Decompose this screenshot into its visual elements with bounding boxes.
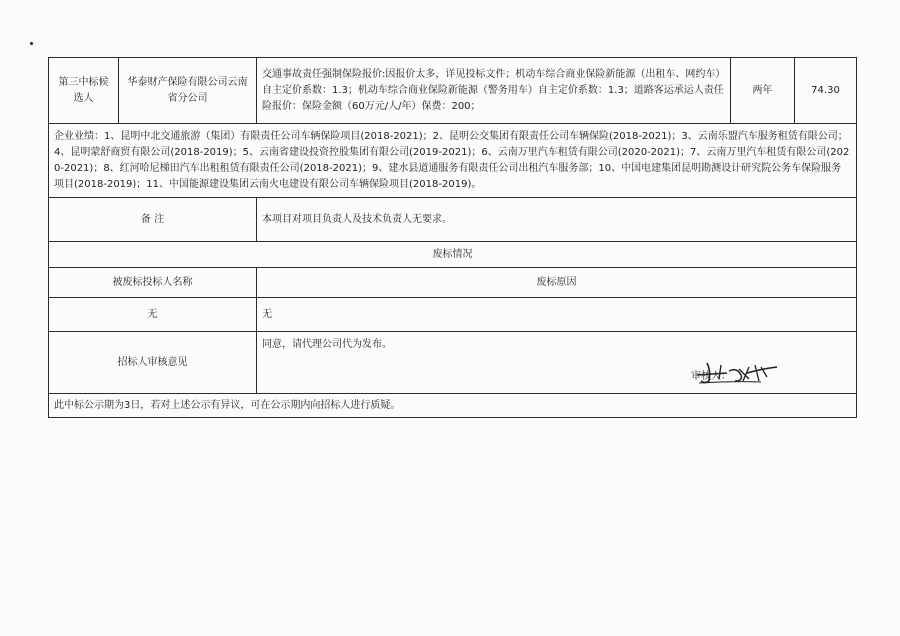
reviewer-signature — [691, 357, 781, 387]
review-opinion: 同意，请代理公司代为发布。 — [262, 339, 392, 350]
candidate-rank-label: 第三中标候选人 — [49, 58, 119, 124]
candidate-row — [49, 58, 857, 124]
reviewer-label: 审核人： — [691, 371, 731, 382]
candidate-score: 74.30 — [795, 58, 857, 124]
rejection-title-row — [49, 242, 857, 268]
enterprise-performance: 企业业绩：1、昆明中北交通旅游（集团）有限责任公司车辆保险项目(2018-2021)；2、昆明公交集团有限责任公司车辆保险(2018-2021)；3、云南乐盟汽车服务租赁有限公司；4、昆明蒙舒商贸有限公司(2018-2019)；5、云南省建设投资控股集团有限公司(2019-2021)；6、云南万里汽车租赁有限公司(2020-2021)；7、云南万里汽车租赁有限公司(2020-2021)；8、红河哈尼梯田汽车出租租赁有限责任公司(2018-2021)；9、建水县道通服务有限责任公司出租汽车服务部；10、中国电建集团昆明勘测设计研究院公务车保险服务项目(2018-2019)；11、中国能源建设集团云南火电建设有限公司车辆保险项目(2018-2019)。 — [49, 124, 857, 198]
footer-row — [49, 394, 857, 418]
review-content — [262, 335, 851, 387]
rejection-title: 废标情况 — [49, 242, 857, 268]
review-label: 招标人审核意见 — [49, 332, 257, 394]
scan-speck — [30, 42, 33, 45]
rejected-bidder-name: 无 — [49, 298, 257, 332]
review-row — [49, 332, 857, 394]
rejection-reason-header: 废标原因 — [257, 268, 857, 298]
remarks-row — [49, 198, 857, 242]
candidate-quote: 交通事故责任强制保险报价:因报价太多，详见投标文件；机动车综合商业保险新能源（出租车、网约车）自主定价系数：1.3；机动车综合商业保险新能源（警务用车）自主定价系数：1.3；道路客运承运人责任险报价：保险金额（60万元/人/年）保费：200； — [257, 58, 731, 124]
candidate-period: 两年 — [731, 58, 795, 124]
remarks-label: 备 注 — [49, 198, 257, 242]
rejection-header-row — [49, 268, 857, 298]
bid-result-table — [48, 57, 857, 418]
performance-row — [49, 124, 857, 198]
remarks-value: 本项目对项目负责人及技术负责人无要求。 — [257, 198, 857, 242]
rejection-reason: 无 — [257, 298, 857, 332]
publicity-notice: 此中标公示期为3日，若对上述公示有异议，可在公示期内向招标人进行质疑。 — [49, 394, 857, 418]
review-cell — [257, 332, 857, 394]
rejection-data-row — [49, 298, 857, 332]
candidate-company: 华泰财产保险有限公司云南省分公司 — [119, 58, 257, 124]
bid-result-table-container — [48, 57, 856, 418]
rejected-bidder-header: 被废标投标人名称 — [49, 268, 257, 298]
